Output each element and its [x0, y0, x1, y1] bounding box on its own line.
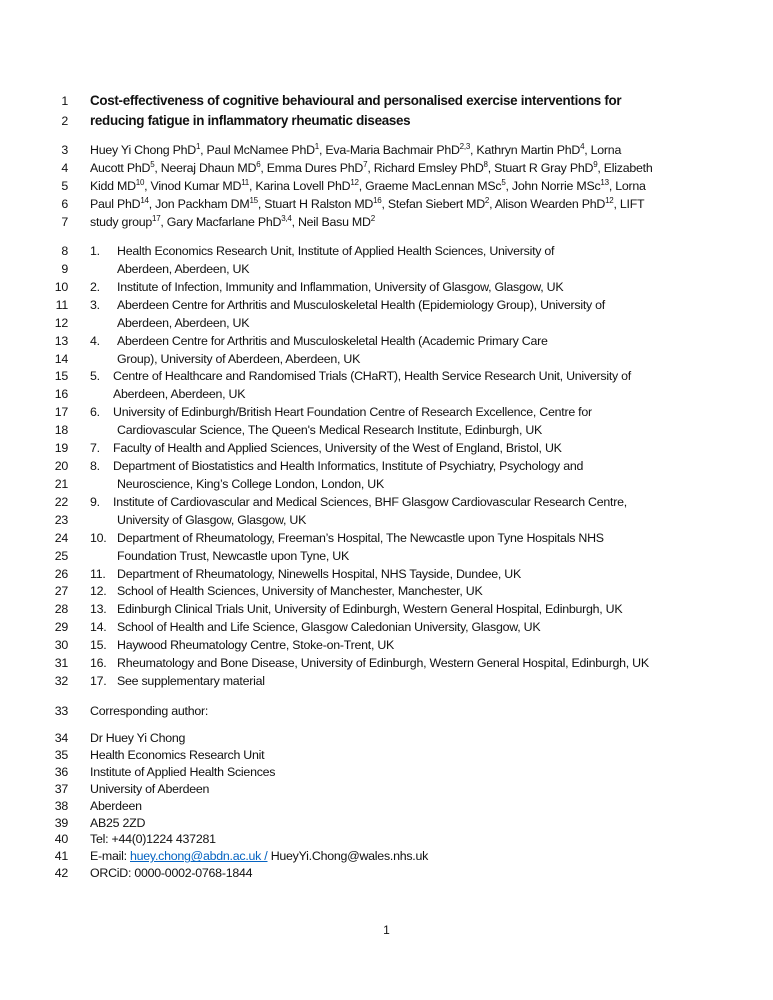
affiliation-superscript: 6: [256, 160, 261, 169]
affiliation-number: 2.: [90, 279, 100, 294]
affiliation-superscript: 17: [152, 214, 161, 223]
line-number: 4: [61, 161, 68, 175]
text-segment: , Emma Dures PhD: [260, 161, 364, 175]
line-number: 17: [54, 405, 68, 420]
affiliation-text: Department of Rheumatology, Ninewells Hospital, NHS Tayside, Dundee, UK: [117, 566, 521, 581]
text-segment: , Jon Packham DM: [148, 197, 250, 211]
text-segment: , Graeme MacLennan MSc: [358, 179, 502, 193]
text-segment: Kidd MD: [90, 179, 136, 193]
text-segment: , Kathryn Martin PhD: [470, 143, 581, 157]
line-number: 5: [61, 179, 68, 193]
text-segment: , Alison Wearden PhD: [489, 197, 606, 211]
affiliation-text: See supplementary material: [117, 674, 265, 689]
line-number: 39: [54, 815, 68, 830]
affiliation-text: Department of Biostatistics and Health Informatics, Institute of Psychiatry, Psychology and: [113, 459, 584, 474]
contact-text: [90, 831, 216, 847]
contact-text: [90, 781, 209, 797]
author-list-text: [90, 142, 621, 158]
affiliation-superscript: 9: [593, 160, 598, 169]
line-number: 20: [54, 459, 68, 474]
affiliation-text: School of Health and Life Science, Glasgow Caledonian University, Glasgow, UK: [117, 620, 541, 635]
contact-text: [90, 764, 275, 780]
affiliation-superscript: 5: [501, 178, 506, 187]
text-segment: E-mail:: [90, 849, 130, 864]
affiliation-text: University of Edinburgh/British Heart Foundation Centre of Research Excellence, Centre for: [113, 405, 592, 420]
line-number: 9: [61, 261, 68, 276]
line-number: 27: [54, 584, 68, 599]
line-number: 32: [54, 674, 68, 689]
text-segment: , Elizabeth: [597, 161, 653, 175]
contact-text: [90, 815, 145, 831]
text-segment: , John Norrie MSc: [505, 179, 601, 193]
line-number: 2: [61, 114, 68, 128]
affiliation-number: 13.: [90, 602, 107, 617]
author-list-text: [90, 160, 653, 176]
contact-text: [90, 747, 264, 763]
author-list-text: [90, 178, 646, 194]
line-number: 40: [54, 832, 68, 847]
affiliation-text: Centre of Healthcare and Randomised Trials (CHaRT), Health Service Research Unit, University of: [113, 369, 631, 384]
text-segment: Health Economics Research Unit: [90, 747, 265, 762]
affiliation-superscript: 16: [373, 196, 382, 205]
affiliation-number: 8.: [90, 459, 100, 474]
line-number: 13: [54, 333, 68, 348]
affiliation-number: 15.: [90, 638, 107, 653]
text-segment: Tel: +44(0)1224 437281: [90, 832, 216, 847]
text-segment: Aberdeen: [90, 798, 142, 813]
affiliation-superscript: 10: [135, 178, 145, 187]
affiliation-number: 14.: [90, 620, 107, 635]
line-number: 26: [54, 566, 68, 581]
affiliation-number: 3.: [90, 297, 100, 312]
affiliation-number: 7.: [90, 441, 100, 456]
affiliation-text: Foundation Trust, Newcastle upon Tyne, UK: [117, 548, 349, 563]
text-segment: , Stefan Siebert MD: [381, 197, 485, 211]
affiliation-text: Haywood Rheumatology Centre, Stoke-on-Trent, UK: [117, 638, 395, 653]
affiliation-text: Aberdeen Centre for Arthritis and Musculoskeletal Health (Academic Primary Care: [117, 333, 548, 348]
line-number: 38: [54, 798, 68, 813]
line-number: 29: [54, 620, 68, 635]
affiliation-number: 9.: [90, 494, 100, 509]
text-segment: , Paul McNamee PhD: [200, 143, 315, 157]
paper-title-text: Cost-effectiveness of cognitive behavioural and personalised exercise interventions for: [90, 93, 622, 108]
text-segment: University of Aberdeen: [90, 781, 210, 796]
text-segment: , Neil Basu MD: [291, 215, 371, 229]
affiliation-superscript: 11: [241, 178, 249, 187]
text-segment: , Lorna: [608, 179, 646, 193]
line-number: 8: [61, 244, 68, 258]
corresponding-author-heading: Corresponding author:: [90, 704, 209, 718]
affiliation-superscript: 2,3: [459, 142, 471, 151]
line-number: 24: [54, 530, 68, 545]
line-number: 28: [54, 602, 68, 617]
affiliation-text: Institute of Cardiovascular and Medical Sciences, BHF Glasgow Cardiovascular Research Centre,: [113, 494, 627, 509]
text-segment: Dr Huey Yi Chong: [90, 731, 186, 745]
contact-text: [90, 865, 252, 881]
affiliation-superscript: 14: [140, 196, 149, 205]
line-number: 22: [54, 494, 68, 509]
affiliation-superscript: 5: [150, 160, 155, 169]
affiliation-text: School of Health Sciences, University of Manchester, Manchester, UK: [117, 584, 483, 599]
text-segment: , Eva-Maria Bachmair PhD: [319, 143, 460, 157]
text-segment: , Gary Macfarlane PhD: [160, 215, 282, 229]
affiliation-superscript: 3,4: [281, 214, 292, 223]
affiliation-text: Cardiovascular Science, The Queen's Medical Research Institute, Edinburgh, UK: [117, 423, 543, 438]
affiliation-number: 1.: [90, 244, 100, 258]
affiliation-superscript: 12: [605, 196, 614, 205]
line-number: 1: [61, 94, 68, 108]
paper-title-text: reducing fatigue in inflammatory rheumatic diseases: [90, 113, 411, 128]
affiliation-text: Edinburgh Clinical Trials Unit, University of Edinburgh, Western General Hospital, Edinburgh, UK: [117, 602, 623, 617]
text-segment: , Karina Lovell PhD: [249, 179, 351, 193]
text-segment: , Richard Emsley PhD: [367, 161, 484, 175]
affiliation-number: 17.: [90, 674, 107, 689]
affiliation-number: 6.: [90, 405, 100, 420]
affiliation-text: Rheumatology and Bone Disease, University of Edinburgh, Western General Hospital, Edinburgh, UK: [117, 656, 649, 671]
line-number: 6: [61, 197, 68, 211]
affiliation-superscript: 1: [314, 142, 319, 151]
affiliation-superscript: 15: [249, 196, 258, 205]
contact-text: [90, 798, 142, 814]
text-segment: AB25 2ZD: [90, 815, 146, 830]
affiliation-superscript: 2: [370, 214, 375, 223]
author-list-text: [90, 214, 375, 230]
line-number: 37: [54, 781, 68, 796]
text-segment: , Stuart R Gray PhD: [487, 161, 594, 175]
affiliation-superscript: 2: [484, 196, 490, 205]
text-segment: , Stuart H Ralston MD: [257, 197, 374, 211]
affiliation-number: 4.: [90, 333, 100, 348]
line-number: 31: [54, 656, 68, 671]
affiliation-text: Neuroscience, King’s College London, London, UK: [117, 476, 384, 491]
affiliation-text: Aberdeen, Aberdeen, UK: [113, 387, 246, 402]
text-segment: Institute of Applied Health Sciences: [90, 764, 276, 779]
contact-text: [90, 848, 428, 864]
line-number: 23: [54, 512, 68, 527]
affiliation-superscript: 12: [350, 178, 359, 187]
contact-text: [90, 730, 185, 746]
author-list-text: [90, 196, 644, 212]
text-segment: study group: [90, 215, 152, 229]
affiliation-text: Aberdeen Centre for Arthritis and Musculoskeletal Health (Epidemiology Group), University of: [117, 297, 606, 312]
line-number: 12: [54, 315, 68, 330]
text-segment: Huey Yi Chong PhD: [90, 143, 196, 157]
affiliation-text: University of Glasgow, Glasgow, UK: [117, 512, 307, 527]
line-number: 30: [54, 638, 68, 653]
line-number: 34: [54, 731, 68, 745]
line-number: 25: [54, 548, 68, 563]
page-number: 1: [383, 923, 390, 937]
affiliation-superscript: 1: [195, 142, 201, 151]
line-number: 10: [54, 279, 68, 294]
affiliation-superscript: 13: [600, 178, 609, 187]
affiliation-text: Faculty of Health and Applied Sciences, University of the West of England, Bristol, UK: [113, 441, 562, 456]
text-segment: Paul PhD: [90, 197, 141, 211]
affiliation-text: Aberdeen, Aberdeen, UK: [117, 261, 250, 276]
affiliation-superscript: 4: [580, 142, 585, 151]
text-segment: , Neeraj Dhaun MD: [154, 161, 257, 175]
affiliation-text: Institute of Infection, Immunity and Inflammation, University of Glasgow, Glasgow, UK: [117, 279, 564, 294]
affiliation-superscript: 7: [363, 160, 368, 169]
line-number: 16: [54, 387, 68, 402]
affiliation-number: 11.: [90, 566, 106, 581]
affiliation-superscript: 8: [483, 160, 488, 169]
text-segment: HueyYi.Chong@wales.nhs.uk: [267, 849, 429, 864]
line-number: 41: [54, 849, 68, 864]
line-number: 42: [54, 866, 68, 881]
affiliation-number: 12.: [90, 584, 107, 599]
text-segment: ORCiD: 0000-0002-0768-1844: [90, 866, 253, 881]
text-segment: , Vinod Kumar MD: [144, 179, 242, 193]
line-number: 33: [54, 704, 68, 718]
affiliation-text: Health Economics Research Unit, Institute of Applied Health Sciences, University of: [117, 244, 555, 258]
line-number: 7: [61, 215, 68, 229]
line-number: 18: [54, 423, 68, 438]
line-number: 11: [55, 297, 68, 312]
text-segment: , Lorna: [584, 143, 622, 157]
email-link[interactable]: huey.chong@abdn.ac.uk /: [130, 849, 268, 864]
affiliation-number: 5.: [90, 369, 100, 384]
affiliation-number: 16.: [90, 656, 107, 671]
line-number: 35: [54, 747, 68, 762]
line-number: 3: [61, 143, 68, 157]
text-segment: , LIFT: [613, 197, 645, 211]
line-number: 21: [54, 476, 68, 491]
line-number: 36: [54, 764, 68, 779]
affiliation-text: Group), University of Aberdeen, Aberdeen, UK: [117, 351, 361, 366]
text-segment: Aucott PhD: [90, 161, 151, 175]
line-number: 14: [54, 351, 68, 366]
affiliation-text: Department of Rheumatology, Freeman’s Hospital, The Newcastle upon Tyne Hospitals NHS: [117, 530, 604, 545]
affiliation-text: Aberdeen, Aberdeen, UK: [117, 315, 250, 330]
affiliation-number: 10.: [90, 530, 107, 545]
line-number: 15: [54, 369, 68, 384]
line-number: 19: [54, 441, 68, 456]
